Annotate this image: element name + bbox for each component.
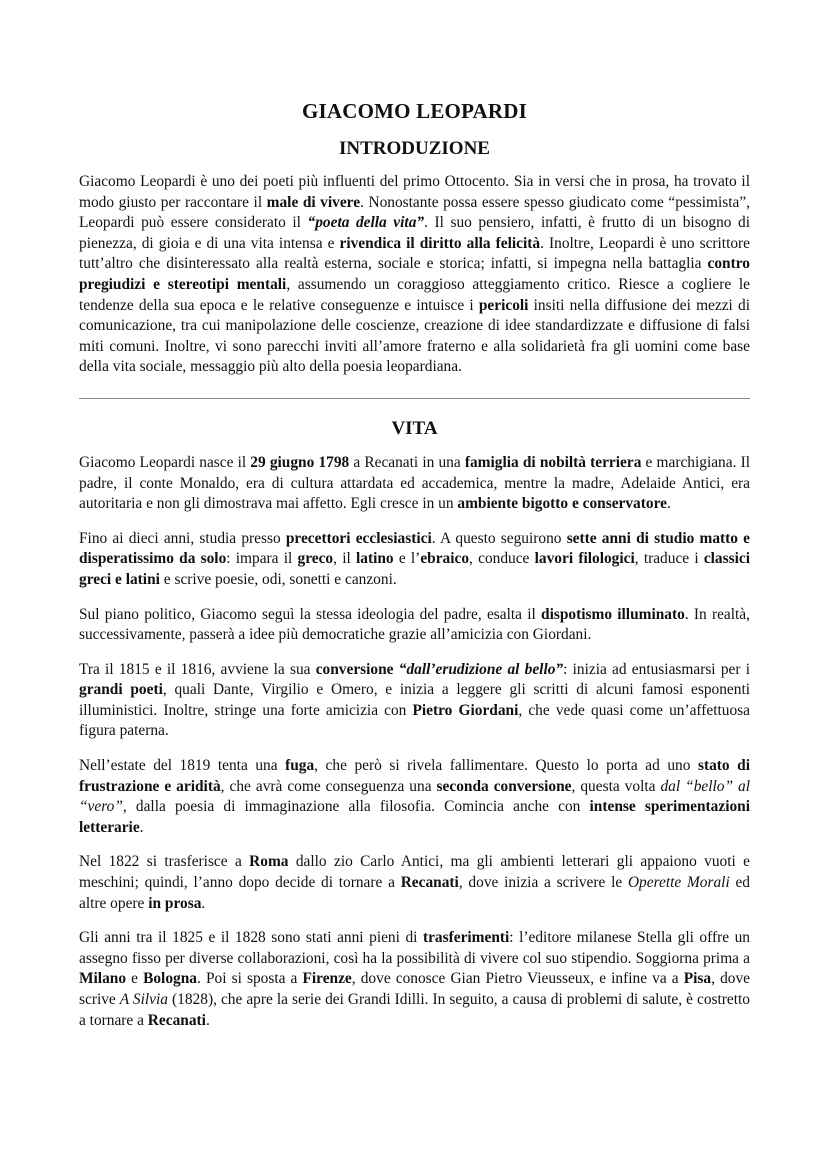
section-vita-body — [79, 453, 750, 1031]
emphasis-text: “poeta della vita” — [307, 214, 425, 232]
emphasis-text: Roma — [249, 853, 289, 871]
paragraph — [79, 605, 750, 646]
document-page — [79, 98, 750, 1031]
body-text: . Poi si sposta a — [196, 970, 303, 988]
body-text: . Nonostante possa essere spesso giudicato come “pessimista”, Leopardi può essere considerato il — [79, 193, 751, 232]
emphasis-text: ambiente bigotto e conservatore — [457, 495, 667, 513]
body-text: ed altre opere — [79, 874, 750, 912]
emphasis-text: grandi poeti — [79, 681, 163, 699]
emphasis-text: pericoli — [478, 296, 529, 314]
emphasis-text: famiglia di nobiltà terriera — [464, 453, 642, 471]
emphasis-text: seconda conversione — [436, 777, 572, 795]
body-text: , traduce i — [634, 550, 704, 568]
section-divider — [79, 398, 750, 399]
emphasis-text: greco — [297, 550, 334, 568]
emphasis-text: Milano — [79, 970, 127, 988]
body-text: . — [139, 818, 144, 836]
body-text: Giacomo Leopardi è uno dei poeti più influenti del primo Ottocento. Sia in versi che in prosa, ha trovato il modo giusto per raccontare il — [79, 173, 750, 211]
italic-text: Operette Morali — [627, 874, 730, 892]
emphasis-text: Recanati — [147, 1011, 206, 1029]
body-text: e marchigiana. Il padre, il conte Monaldo, era di cultura attardata ed accademica, mentre la madre, Adelaide Antici, era autoritaria e non gli dimostrava mai affetto. Egli cresce in un — [79, 453, 750, 513]
emphasis-text: contro pregiudizi e stereotipi mentali — [79, 255, 750, 293]
body-text: : inizia ad entusiasmarsi per i — [563, 660, 750, 678]
body-text: , dove conosce Gian Pietro Vieusseux, e infine va a — [351, 970, 684, 988]
body-text: . — [201, 894, 206, 912]
body-text: , dove scrive — [79, 970, 750, 1008]
body-text: Tra il 1815 e il 1816, avviene la sua — [79, 660, 316, 678]
emphasis-text: 29 giugno 1798 — [250, 453, 350, 471]
body-text: , assumendo un coraggioso atteggiamento critico. Riesce a cogliere le tendenze della sua epoca e le relative conseguenze e intuisce i — [79, 275, 750, 314]
italic-text: A Silvia — [119, 991, 168, 1008]
body-text: Gli anni tra il 1825 e il 1828 sono stati anni pieni di — [79, 929, 423, 947]
emphasis-text: Firenze — [302, 970, 352, 988]
body-text: , dove inizia a scrivere le — [458, 874, 628, 892]
body-text: insiti nella diffusione dei mezzi di comunicazione, tra cui manipolazione delle coscienze, creazione di idee standardizzate e diffusione di falsi miti comuni. Inoltre, vi sono parecchi inviti all’amore fraterno e alla solidarietà fra gli uomini come base della vita sociale, messaggio più alto della poesia leopardiana. — [79, 296, 750, 376]
emphasis-text: conversione — [315, 660, 394, 678]
body-text: : impara il — [226, 550, 298, 568]
emphasis-text: stato di frustrazione e aridità — [79, 757, 750, 795]
emphasis-text: rivendica il diritto alla felicità — [339, 234, 541, 252]
body-text: , che però si rivela fallimentare. Questo lo porta ad uno — [314, 757, 698, 775]
emphasis-text: sette anni di studio matto e disperatissimo da solo — [79, 529, 750, 568]
emphasis-text: trasferimenti — [422, 929, 510, 947]
emphasis-text: Pisa — [683, 970, 712, 988]
body-text: Giacomo Leopardi nasce il — [79, 453, 251, 471]
body-text: e scrive poesie, odi, sonetti e canzoni. — [159, 570, 397, 588]
emphasis-text: intense sperimentazioni letterarie — [79, 798, 750, 836]
body-text: . Il suo pensiero, infatti, è frutto di un bisogno di pienezza, di gioia e di una vita intensa e — [79, 214, 751, 252]
body-text: e l’ — [393, 550, 421, 568]
body-text: , conduce — [469, 550, 535, 568]
body-text: dallo zio Carlo Antici, ma gli ambienti letterari gli appaiono vuoti e meschini; quindi, l’anno dopo decide di tornare a — [79, 853, 750, 892]
paragraph — [79, 756, 750, 838]
emphasis-text: latino — [355, 550, 394, 568]
emphasis-text: in prosa — [148, 894, 202, 912]
emphasis-text: “dall’erudizione al bello” — [398, 660, 564, 678]
paragraph — [79, 852, 750, 914]
body-text: , dalla poesia di immaginazione alla filosofia. Comincia anche con — [122, 798, 590, 816]
body-text: (1828), che apre la serie dei Grandi Idilli. In seguito, a causa di problemi di salute, è costretto a tornare a — [79, 991, 750, 1029]
emphasis-text: male di vivere — [266, 193, 361, 211]
body-text: . A questo seguirono — [431, 529, 567, 547]
emphasis-text: classici greci e latini — [79, 550, 750, 588]
section-introduzione-body — [79, 172, 750, 378]
body-text: Nell’estate del 1819 tenta una — [79, 757, 286, 775]
section-heading-vita: VITA — [391, 417, 438, 439]
emphasis-text: Recanati — [400, 874, 459, 892]
body-text: a Recanati in una — [349, 453, 465, 471]
body-text: e — [126, 970, 144, 988]
body-text: , il — [333, 550, 356, 568]
body-text: , quali Dante, Virgilio e Omero, e inizia a leggere gli scritti di alcuni famosi esponenti illuministici. Inoltre, stringe una forte amicizia con — [79, 681, 751, 719]
emphasis-text: ebraico — [420, 550, 470, 568]
emphasis-text: lavori filologici — [534, 550, 635, 568]
emphasis-text: fuga — [285, 757, 315, 775]
paragraph — [79, 453, 750, 515]
paragraph — [79, 928, 750, 1031]
emphasis-text: precettori ecclesiastici — [285, 529, 432, 547]
document-title: GIACOMO LEOPARDI — [301, 99, 528, 123]
italic-text: dal “bello” al “vero” — [79, 777, 751, 816]
body-text: Fino ai dieci anni, studia presso — [79, 529, 286, 547]
paragraph — [79, 172, 750, 378]
section-heading-introduzione: INTRODUZIONE — [339, 138, 490, 159]
body-text: . Inoltre, Leopardi è uno scrittore tutt’altro che disinteressato alla realtà esterna, sociale e storica; infatti, si impegna nella battaglia — [79, 234, 750, 273]
body-text: , questa volta — [571, 777, 661, 795]
body-text: , che vede quasi come un’affettuosa figura paterna. — [79, 701, 750, 740]
body-text: . — [205, 1011, 210, 1029]
body-text: . In realtà, successivamente, passerà a idee più democratiche grazie all’amicizia con Giordani. — [79, 605, 750, 644]
paragraph — [79, 529, 750, 591]
body-text: . — [666, 495, 671, 513]
body-text: : l’editore milanese Stella gli offre un assegno fisso per diverse collaborazioni, così ha la possibilità di vivere col suo stipendio. Soggiorna prima a — [79, 929, 750, 967]
body-text: Nel 1822 si trasferisce a — [79, 853, 250, 871]
emphasis-text: dispotismo illuminato — [541, 605, 685, 623]
body-text: , che avrà come conseguenza una — [220, 777, 437, 795]
emphasis-text: Pietro Giordani — [412, 701, 519, 719]
paragraph — [79, 660, 750, 742]
emphasis-text: Bologna — [143, 970, 197, 988]
body-text: Sul piano politico, Giacomo seguì la stessa ideologia del padre, esalta il — [79, 605, 542, 623]
